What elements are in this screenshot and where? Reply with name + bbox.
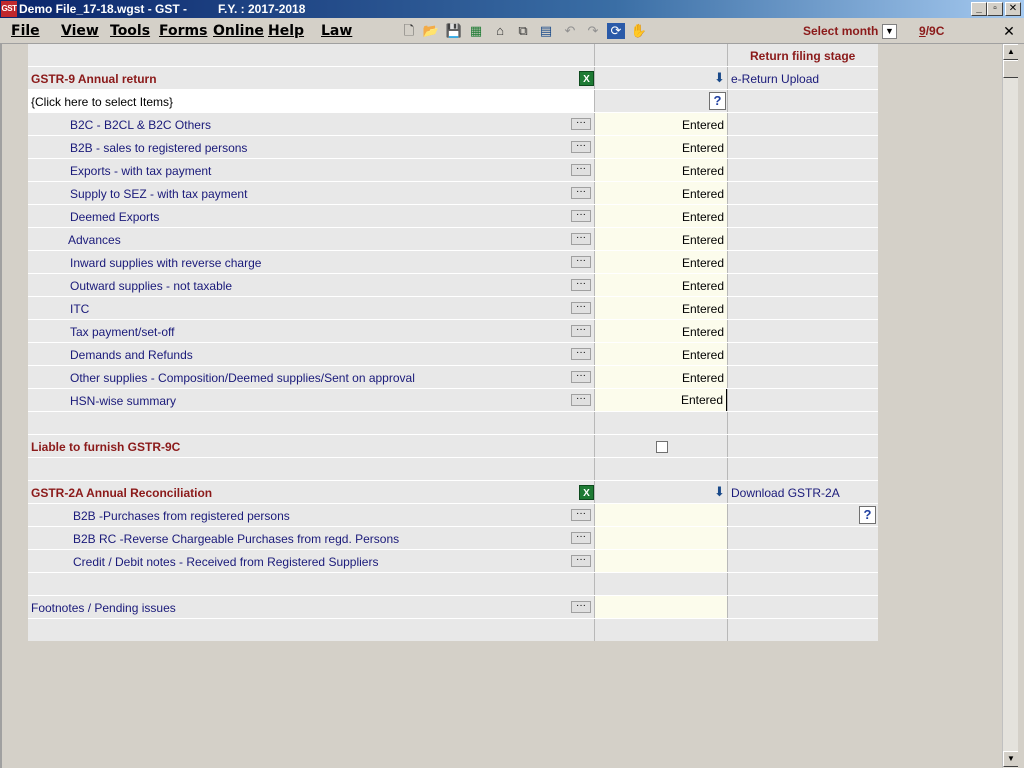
row-label: Inward supplies with reverse charge xyxy=(70,256,262,270)
header-row xyxy=(28,44,878,67)
details-button[interactable]: ··· xyxy=(571,279,591,291)
gstr9c-label: Liable to furnish GSTR-9C xyxy=(31,440,181,454)
gstr9c-row xyxy=(28,435,878,458)
menu-file[interactable] xyxy=(11,23,40,39)
scroll-thumb[interactable] xyxy=(1003,60,1019,78)
upload-arrow-icon[interactable]: ⬇ xyxy=(714,70,725,85)
status-text: Entered xyxy=(681,141,724,155)
details-button[interactable]: ··· xyxy=(571,256,591,268)
select-month-label: Select month xyxy=(803,24,879,38)
footnotes-label: Footnotes / Pending issues xyxy=(31,601,176,615)
chevron-down-icon: ▼ xyxy=(885,26,894,36)
row-label: B2B -Purchases from registered persons xyxy=(73,509,290,523)
gstr9c-checkbox[interactable] xyxy=(656,441,668,453)
table-row[interactable] xyxy=(28,251,878,274)
status-cell[interactable] xyxy=(595,274,727,296)
table-row[interactable] xyxy=(28,182,878,205)
status-text: Entered xyxy=(681,348,724,362)
menu-bar xyxy=(0,18,1024,44)
month-dropdown[interactable] xyxy=(882,24,897,39)
details-button[interactable]: ··· xyxy=(571,141,591,153)
menu-file-label: File xyxy=(11,23,40,39)
status-cell-active[interactable] xyxy=(595,389,727,411)
form-code-first: 9 xyxy=(919,24,926,38)
undo-icon[interactable]: ↶ xyxy=(564,23,576,38)
gstr9-title: GSTR-9 Annual return xyxy=(31,72,157,86)
menu-tools[interactable] xyxy=(110,23,150,39)
row-label: B2B - sales to registered persons xyxy=(70,141,248,155)
row-label: Exports - with tax payment xyxy=(70,164,212,178)
new-file-icon[interactable]: 🗋 xyxy=(403,23,415,38)
menu-help[interactable] xyxy=(268,23,304,39)
details-button[interactable]: ··· xyxy=(571,394,591,406)
status-cell[interactable] xyxy=(595,504,727,526)
left-border xyxy=(0,44,2,768)
details-button[interactable]: ··· xyxy=(571,371,591,383)
gstr2a-title: GSTR-2A Annual Reconciliation xyxy=(31,486,213,500)
status-cell[interactable] xyxy=(595,113,727,135)
row-label: Tax payment/set-off xyxy=(70,325,175,339)
details-button[interactable]: ··· xyxy=(571,302,591,314)
details-button[interactable]: ··· xyxy=(571,601,591,613)
restore-button[interactable]: ▫ xyxy=(987,2,1003,16)
scroll-up-button[interactable] xyxy=(1003,44,1019,60)
menu-help-label: Help xyxy=(268,23,305,39)
window-title: Demo File_17-18.wgst - GST - xyxy=(19,2,188,16)
financial-year: F.Y. : 2017-2018 xyxy=(218,2,306,16)
details-button[interactable]: ··· xyxy=(571,325,591,337)
returns-grid xyxy=(28,44,878,641)
scroll-down-button[interactable] xyxy=(1003,751,1019,767)
status-text: Entered xyxy=(681,118,724,132)
table-row[interactable] xyxy=(28,389,878,412)
details-button[interactable]: ··· xyxy=(571,118,591,130)
spacer-row xyxy=(28,573,878,596)
help-button[interactable]: ? xyxy=(709,92,726,110)
status-cell[interactable] xyxy=(595,182,727,204)
table-row[interactable] xyxy=(28,550,878,573)
row-label: Outward supplies - not taxable xyxy=(70,279,233,293)
row-label: HSN-wise summary xyxy=(70,394,177,408)
redo-icon[interactable]: ↷ xyxy=(587,23,599,38)
home-icon[interactable]: ⌂ xyxy=(496,23,504,38)
title-bar xyxy=(0,0,1024,18)
table-row[interactable] xyxy=(28,274,878,297)
return-filing-stage-header: Return filing stage xyxy=(750,49,856,63)
e-return-upload-link[interactable]: e-Return Upload xyxy=(731,72,820,86)
status-cell[interactable] xyxy=(595,343,727,365)
details-button[interactable]: ··· xyxy=(571,555,591,567)
details-button[interactable]: ··· xyxy=(571,164,591,176)
download-arrow-icon[interactable]: ⬇ xyxy=(714,484,725,499)
paste-icon[interactable]: ▤ xyxy=(539,23,553,38)
arrow-down-icon: ▼ xyxy=(1007,754,1015,763)
row-label: ITC xyxy=(70,302,90,316)
row-label: Deemed Exports xyxy=(70,210,160,224)
menu-law[interactable] xyxy=(321,23,352,39)
row-label: Advances xyxy=(68,233,121,247)
status-cell[interactable] xyxy=(595,205,727,227)
copy-icon[interactable]: ⧉ xyxy=(518,23,528,38)
table-row[interactable] xyxy=(28,297,878,320)
row-label: Demands and Refunds xyxy=(70,348,193,362)
row-label: Supply to SEZ - with tax payment xyxy=(70,187,248,201)
menu-tools-label: Tools xyxy=(110,23,151,39)
table-row[interactable] xyxy=(28,343,878,366)
status-cell[interactable] xyxy=(595,596,727,618)
arrow-up-icon: ▲ xyxy=(1007,47,1015,56)
status-text: Entered xyxy=(680,393,723,407)
select-items-placeholder: {Click here to select Items} xyxy=(31,95,174,109)
status-cell[interactable] xyxy=(595,251,727,273)
status-text: Entered xyxy=(681,302,724,316)
spacer-row xyxy=(28,458,878,481)
spacer-row xyxy=(28,412,878,435)
table-row[interactable] xyxy=(28,504,878,527)
table-row[interactable] xyxy=(28,159,878,182)
table-row[interactable] xyxy=(28,320,878,343)
menu-online-label: Online xyxy=(213,23,264,39)
excel-icon[interactable]: X xyxy=(579,485,594,500)
row-label: B2C - B2CL & B2C Others xyxy=(70,118,211,132)
status-cell[interactable] xyxy=(595,527,727,549)
minimize-button[interactable]: _ xyxy=(971,2,987,16)
download-gstr2a-link[interactable]: Download GSTR-2A xyxy=(731,486,840,500)
details-button[interactable]: ··· xyxy=(571,348,591,360)
table-row[interactable] xyxy=(28,527,878,550)
details-button[interactable]: ··· xyxy=(571,187,591,199)
status-text: Entered xyxy=(681,187,724,201)
close-document-button[interactable]: ✕ xyxy=(1003,23,1015,39)
row-label: Other supplies - Composition/Deemed supplies/Sent on approval xyxy=(70,371,415,385)
status-cell[interactable] xyxy=(595,320,727,342)
details-button[interactable]: ··· xyxy=(571,509,591,521)
status-text: Entered xyxy=(681,256,724,270)
status-text: Entered xyxy=(681,164,724,178)
gstr2a-section-row xyxy=(28,481,878,504)
open-folder-icon[interactable]: 📂 xyxy=(422,23,440,38)
status-text: Entered xyxy=(681,279,724,293)
excel-export-icon[interactable]: ▦ xyxy=(469,23,483,38)
status-cell[interactable] xyxy=(595,550,727,572)
table-row[interactable] xyxy=(28,205,878,228)
status-cell[interactable] xyxy=(595,366,727,388)
menu-view[interactable] xyxy=(61,23,99,39)
table-row[interactable] xyxy=(28,228,878,251)
status-cell[interactable] xyxy=(595,297,727,319)
status-text: Entered xyxy=(681,233,724,247)
gstr9-section-row xyxy=(28,67,878,90)
save-icon[interactable]: 💾 xyxy=(445,23,463,38)
right-border xyxy=(1018,44,1024,768)
status-cell[interactable] xyxy=(595,159,727,181)
status-cell[interactable] xyxy=(595,136,727,158)
status-text: Entered xyxy=(681,210,724,224)
sync-icon[interactable]: ⟳ xyxy=(607,23,625,39)
table-row[interactable] xyxy=(28,366,878,389)
menu-law-label: Law xyxy=(321,23,353,39)
gst-app-icon[interactable]: GST xyxy=(1,1,17,17)
details-button[interactable]: ··· xyxy=(571,532,591,544)
help-button[interactable]: ? xyxy=(859,506,876,524)
status-text: Entered xyxy=(681,325,724,339)
table-row[interactable] xyxy=(28,113,878,136)
select-items-row xyxy=(28,90,878,113)
spacer-row xyxy=(28,619,878,642)
row-label: B2B RC -Reverse Chargeable Purchases from regd. Persons xyxy=(73,532,400,546)
tools-icon[interactable]: ✋ xyxy=(630,23,648,38)
menu-view-label: View xyxy=(61,23,99,39)
status-cell[interactable] xyxy=(595,228,727,250)
details-button[interactable]: ··· xyxy=(571,210,591,222)
close-window-button[interactable]: ✕ xyxy=(1005,2,1021,16)
status-text: Entered xyxy=(681,371,724,385)
table-row[interactable] xyxy=(28,136,878,159)
menu-online[interactable] xyxy=(213,23,264,39)
menu-forms-label: Forms xyxy=(159,23,208,39)
row-label: Credit / Debit notes - Received from Registered Suppliers xyxy=(73,555,379,569)
vertical-scrollbar[interactable] xyxy=(1002,44,1018,768)
excel-icon[interactable]: X xyxy=(579,71,594,86)
form-code-toggle[interactable] xyxy=(919,24,944,38)
form-code-rest: /9C xyxy=(925,24,945,38)
footnotes-row[interactable] xyxy=(28,596,878,619)
menu-forms[interactable] xyxy=(159,23,207,39)
details-button[interactable]: ··· xyxy=(571,233,591,245)
